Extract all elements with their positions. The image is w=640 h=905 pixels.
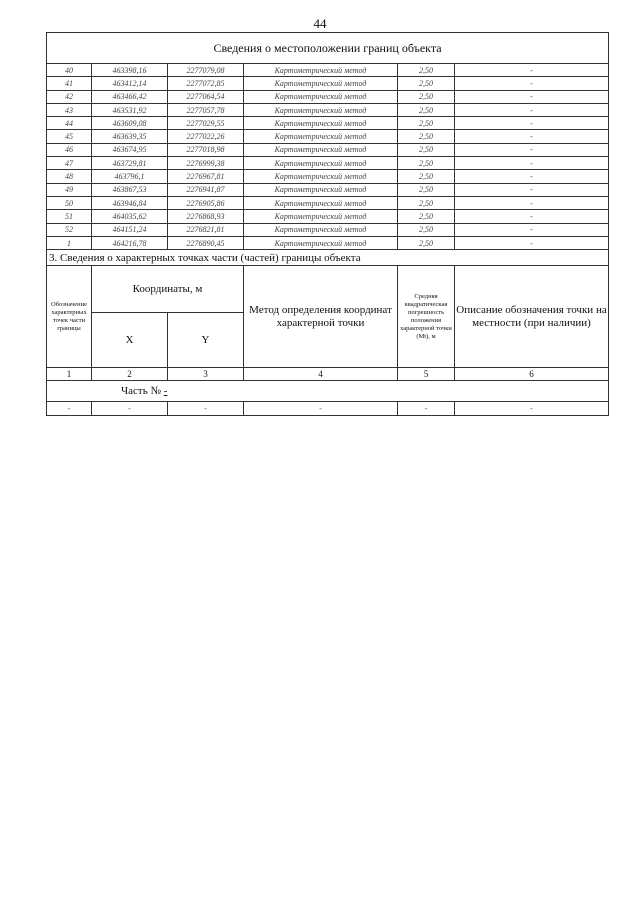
section3-title: 3. Сведения о характерных точках части (частей) границы объекта	[47, 250, 609, 266]
mean-error-cell: 2,50	[398, 196, 455, 209]
column-number: 5	[398, 368, 455, 381]
x-coordinate-cell: 463867,53	[92, 183, 168, 196]
point-number-cell: 46	[47, 143, 92, 156]
x-coordinate-cell: 463412,14	[92, 77, 168, 90]
x-coordinate-cell: 463466,42	[92, 90, 168, 103]
description-cell: -	[455, 130, 609, 143]
description-cell: -	[455, 143, 609, 156]
mean-error-cell: 2,50	[398, 130, 455, 143]
mean-error-cell: 2,50	[398, 77, 455, 90]
mean-error-header: Средняя квадратическая погрешность положения характерной точки (Mt), м	[398, 266, 455, 368]
y-coordinate-cell: 2276868,93	[168, 210, 244, 223]
method-cell: Картометрический метод	[244, 210, 398, 223]
method-cell: Картометрический метод	[244, 183, 398, 196]
column-number: 2	[92, 368, 168, 381]
boundary-table	[46, 32, 609, 416]
x-coordinate-cell: 464035,62	[92, 210, 168, 223]
column-number: 6	[455, 368, 609, 381]
y-coordinate-cell: 2277018,98	[168, 143, 244, 156]
method-cell: Картометрический метод	[244, 170, 398, 183]
y-coordinate-cell: 2277057,78	[168, 103, 244, 116]
description-cell: -	[455, 103, 609, 116]
table-row	[47, 236, 609, 249]
x-coordinate-cell: 463531,92	[92, 103, 168, 116]
table-row	[47, 170, 609, 183]
mean-error-cell: 2,50	[398, 223, 455, 236]
y-coordinate-cell: 2276905,86	[168, 196, 244, 209]
mean-error-cell: 2,50	[398, 64, 455, 77]
table-row	[47, 90, 609, 103]
description-cell: -	[455, 117, 609, 130]
empty-cell: -	[47, 402, 92, 416]
x-coordinate-cell: 463609,08	[92, 117, 168, 130]
coordinates-header: Координаты, м	[92, 266, 244, 313]
x-coordinate-cell: 463946,84	[92, 196, 168, 209]
empty-cell: -	[398, 402, 455, 416]
y-coordinate-cell: 2276821,81	[168, 223, 244, 236]
x-coordinate-cell: 463796,1	[92, 170, 168, 183]
table-row	[47, 143, 609, 156]
x-coordinate-cell: 463674,95	[92, 143, 168, 156]
table-row	[47, 223, 609, 236]
empty-cell: -	[455, 402, 609, 416]
table-row	[47, 402, 609, 416]
method-cell: Картометрический метод	[244, 236, 398, 249]
description-cell: -	[455, 183, 609, 196]
method-cell: Картометрический метод	[244, 143, 398, 156]
y-coordinate-cell: 2277064,54	[168, 90, 244, 103]
x-coordinate-cell: 464151,24	[92, 223, 168, 236]
x-coordinate-cell: 463639,35	[92, 130, 168, 143]
point-number-cell: 40	[47, 64, 92, 77]
x-coordinate-cell: 463398,16	[92, 64, 168, 77]
point-number-cell: 45	[47, 130, 92, 143]
description-cell: -	[455, 157, 609, 170]
point-number-cell: 49	[47, 183, 92, 196]
description-cell: -	[455, 210, 609, 223]
mean-error-cell: 2,50	[398, 157, 455, 170]
method-cell: Картометрический метод	[244, 90, 398, 103]
part-cell	[47, 381, 609, 402]
method-header: Метод определения координат характерной точки	[244, 266, 398, 368]
column-numbers-row	[47, 368, 609, 381]
x-coordinate-cell: 463729,81	[92, 157, 168, 170]
mean-error-cell: 2,50	[398, 103, 455, 116]
description-cell: -	[455, 196, 609, 209]
description-cell: -	[455, 64, 609, 77]
table-row	[47, 157, 609, 170]
method-cell: Картометрический метод	[244, 196, 398, 209]
description-cell: -	[455, 77, 609, 90]
mean-error-cell: 2,50	[398, 90, 455, 103]
description-header: Описание обозначения точки на местности (при наличии)	[455, 266, 609, 368]
point-designation-header: Обозначение характерных точек части границы	[47, 266, 92, 368]
point-number-cell: 43	[47, 103, 92, 116]
point-number-cell: 41	[47, 77, 92, 90]
method-cell: Картометрический метод	[244, 223, 398, 236]
part-row	[47, 381, 609, 402]
y-coordinate-cell: 2276999,38	[168, 157, 244, 170]
column-number: 4	[244, 368, 398, 381]
point-number-cell: 44	[47, 117, 92, 130]
section3-row	[47, 250, 609, 266]
part-number: -	[163, 385, 168, 398]
mean-error-cell: 2,50	[398, 117, 455, 130]
y-coordinate-cell: 2276967,81	[168, 170, 244, 183]
point-number-cell: 50	[47, 196, 92, 209]
y-coordinate-cell: 2276941,87	[168, 183, 244, 196]
method-cell: Картометрический метод	[244, 117, 398, 130]
empty-cell: -	[92, 402, 168, 416]
description-cell: -	[455, 170, 609, 183]
mean-error-cell: 2,50	[398, 236, 455, 249]
empty-cell: -	[244, 402, 398, 416]
point-number-cell: 42	[47, 90, 92, 103]
mean-error-cell: 2,50	[398, 210, 455, 223]
method-cell: Картометрический метод	[244, 157, 398, 170]
mean-error-cell: 2,50	[398, 143, 455, 156]
y-coordinate-cell: 2277079,08	[168, 64, 244, 77]
point-number-cell: 48	[47, 170, 92, 183]
table-row	[47, 183, 609, 196]
mean-error-cell: 2,50	[398, 170, 455, 183]
description-cell: -	[455, 90, 609, 103]
table-row	[47, 196, 609, 209]
y-header: Y	[168, 313, 244, 368]
page-number: 44	[313, 16, 327, 31]
column-number: 3	[168, 368, 244, 381]
point-number-cell: 1	[47, 236, 92, 249]
description-cell: -	[455, 223, 609, 236]
table-row	[47, 64, 609, 77]
point-number-cell: 51	[47, 210, 92, 223]
method-cell: Картометрический метод	[244, 77, 398, 90]
y-coordinate-cell: 2277022,26	[168, 130, 244, 143]
x-header: X	[92, 313, 168, 368]
method-cell: Картометрический метод	[244, 103, 398, 116]
table-row	[47, 77, 609, 90]
point-number-cell: 52	[47, 223, 92, 236]
table-row	[47, 130, 609, 143]
mean-error-cell: 2,50	[398, 183, 455, 196]
table-row	[47, 103, 609, 116]
part-label: Часть №	[121, 385, 161, 398]
method-cell: Картометрический метод	[244, 130, 398, 143]
y-coordinate-cell: 2276890,45	[168, 236, 244, 249]
table-row	[47, 210, 609, 223]
y-coordinate-cell: 2277029,55	[168, 117, 244, 130]
column-number: 1	[47, 368, 92, 381]
table-row	[47, 117, 609, 130]
method-cell: Картометрический метод	[244, 64, 398, 77]
y-coordinate-cell: 2277072,85	[168, 77, 244, 90]
header-row	[47, 266, 609, 313]
empty-cell: -	[168, 402, 244, 416]
section-title: Сведения о местоположении границ объекта	[47, 33, 609, 64]
description-cell: -	[455, 236, 609, 249]
point-number-cell: 47	[47, 157, 92, 170]
x-coordinate-cell: 464216,78	[92, 236, 168, 249]
